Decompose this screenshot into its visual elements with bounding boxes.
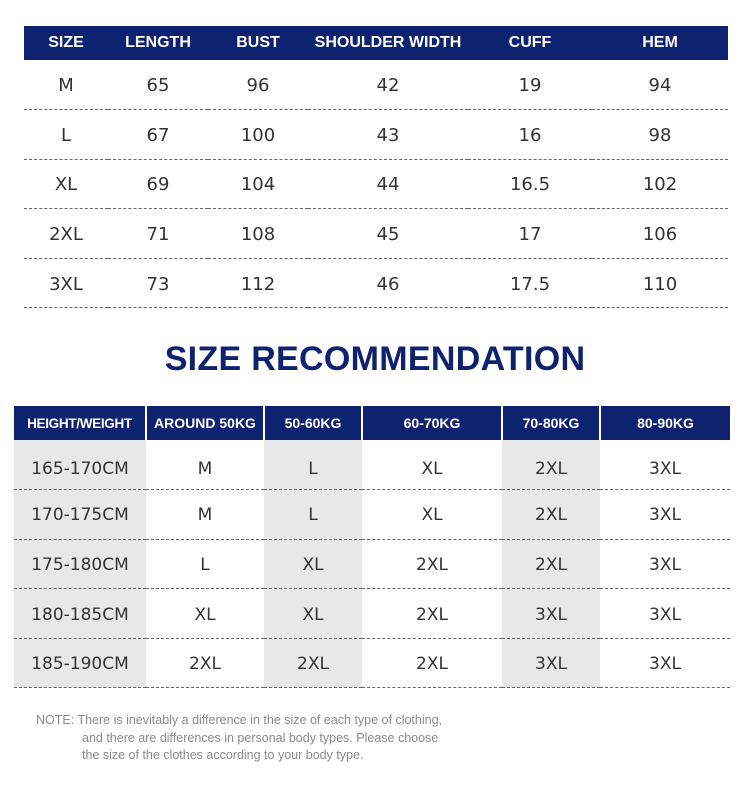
table-cell: 2XL — [264, 638, 362, 688]
recommendation-row-165-170 — [14, 440, 730, 490]
size-chart-header-row — [24, 26, 728, 60]
table-cell: 108 — [208, 209, 308, 259]
recommendation-row-175-180 — [14, 539, 730, 589]
table-cell: 44 — [308, 159, 468, 209]
table-cell: 112 — [208, 258, 308, 308]
table-cell: 2XL — [502, 490, 600, 540]
weight-50-60kg-header: 50-60KG — [264, 406, 362, 440]
bust-header: BUST — [208, 26, 308, 60]
size-row-l — [24, 110, 728, 160]
table-cell: 71 — [108, 209, 208, 259]
table-cell: 3XL — [502, 589, 600, 639]
table-cell: L — [24, 110, 108, 160]
table-cell: 3XL — [600, 490, 730, 540]
size-row-xl — [24, 159, 728, 209]
table-cell: 45 — [308, 209, 468, 259]
table-cell: L — [264, 490, 362, 540]
table-cell: XL — [264, 539, 362, 589]
table-cell: M — [24, 60, 108, 110]
weight-50kg-header: AROUND 50KG — [146, 406, 264, 440]
weight-70-80kg-header: 70-80KG — [502, 406, 600, 440]
table-cell: 3XL — [600, 440, 730, 490]
size-recommendation-table — [14, 406, 730, 688]
table-cell: 2XL — [502, 539, 600, 589]
table-cell: 94 — [592, 60, 728, 110]
recommendation-header-row — [14, 406, 730, 440]
table-cell: XL — [362, 440, 502, 490]
table-cell: 2XL — [362, 638, 502, 688]
table-cell: 104 — [208, 159, 308, 209]
table-cell: 2XL — [362, 539, 502, 589]
recommendation-row-170-175 — [14, 490, 730, 540]
note-line-3: the size of the clothes according to your body type. — [82, 748, 364, 762]
size-recommendation-title: SIZE RECOMMENDATION — [164, 340, 586, 378]
note-line-1: NOTE: There is inevitably a difference in the size of each type of clothing, — [36, 713, 443, 727]
table-cell: 16 — [468, 110, 592, 160]
weight-80-90kg-header: 80-90KG — [600, 406, 730, 440]
recommendation-row-185-190 — [14, 638, 730, 688]
height-range-cell: 175-180CM — [14, 539, 146, 589]
weight-60-70kg-header: 60-70KG — [362, 406, 502, 440]
table-cell: 2XL — [502, 440, 600, 490]
table-cell: 2XL — [362, 589, 502, 639]
table-cell: 73 — [108, 258, 208, 308]
table-cell: 3XL — [502, 638, 600, 688]
table-cell: 43 — [308, 110, 468, 160]
recommendation-row-180-185 — [14, 589, 730, 639]
table-cell: 110 — [592, 258, 728, 308]
size-chart-table — [24, 26, 728, 308]
table-cell: 46 — [308, 258, 468, 308]
size-note — [36, 712, 726, 765]
table-cell: M — [146, 490, 264, 540]
height-range-cell: 185-190CM — [14, 638, 146, 688]
size-row-2xl — [24, 209, 728, 259]
table-cell: 100 — [208, 110, 308, 160]
table-cell: 17.5 — [468, 258, 592, 308]
table-cell: 65 — [108, 60, 208, 110]
shoulder-width-header: SHOULDER WIDTH — [308, 26, 468, 60]
table-cell: 102 — [592, 159, 728, 209]
height-weight-header: HEIGHT/WEIGHT — [14, 406, 146, 440]
table-cell: XL — [264, 589, 362, 639]
table-cell: 2XL — [24, 209, 108, 259]
table-cell: XL — [146, 589, 264, 639]
size-row-3xl — [24, 258, 728, 308]
table-cell: M — [146, 440, 264, 490]
table-cell: 3XL — [600, 638, 730, 688]
table-cell: 96 — [208, 60, 308, 110]
note-line-2: and there are differences in personal body types. Please choose — [82, 730, 439, 745]
length-header: LENGTH — [108, 26, 208, 60]
size-header: SIZE — [24, 26, 108, 60]
table-cell: 19 — [468, 60, 592, 110]
cuff-header: CUFF — [468, 26, 592, 60]
height-range-cell: 165-170CM — [14, 440, 146, 490]
table-cell: 42 — [308, 60, 468, 110]
table-cell: 106 — [592, 209, 728, 259]
table-cell: L — [264, 440, 362, 490]
table-cell: L — [146, 539, 264, 589]
table-cell: 69 — [108, 159, 208, 209]
table-cell: 3XL — [600, 589, 730, 639]
table-cell: 67 — [108, 110, 208, 160]
table-cell: 16.5 — [468, 159, 592, 209]
table-cell: XL — [362, 490, 502, 540]
hem-header: HEM — [592, 26, 728, 60]
height-range-cell: 170-175CM — [14, 490, 146, 540]
table-cell: 17 — [468, 209, 592, 259]
table-cell: XL — [24, 159, 108, 209]
table-cell: 3XL — [24, 258, 108, 308]
table-cell: 3XL — [600, 539, 730, 589]
table-cell: 98 — [592, 110, 728, 160]
size-row-m — [24, 60, 728, 110]
table-cell: 2XL — [146, 638, 264, 688]
height-range-cell: 180-185CM — [14, 589, 146, 639]
